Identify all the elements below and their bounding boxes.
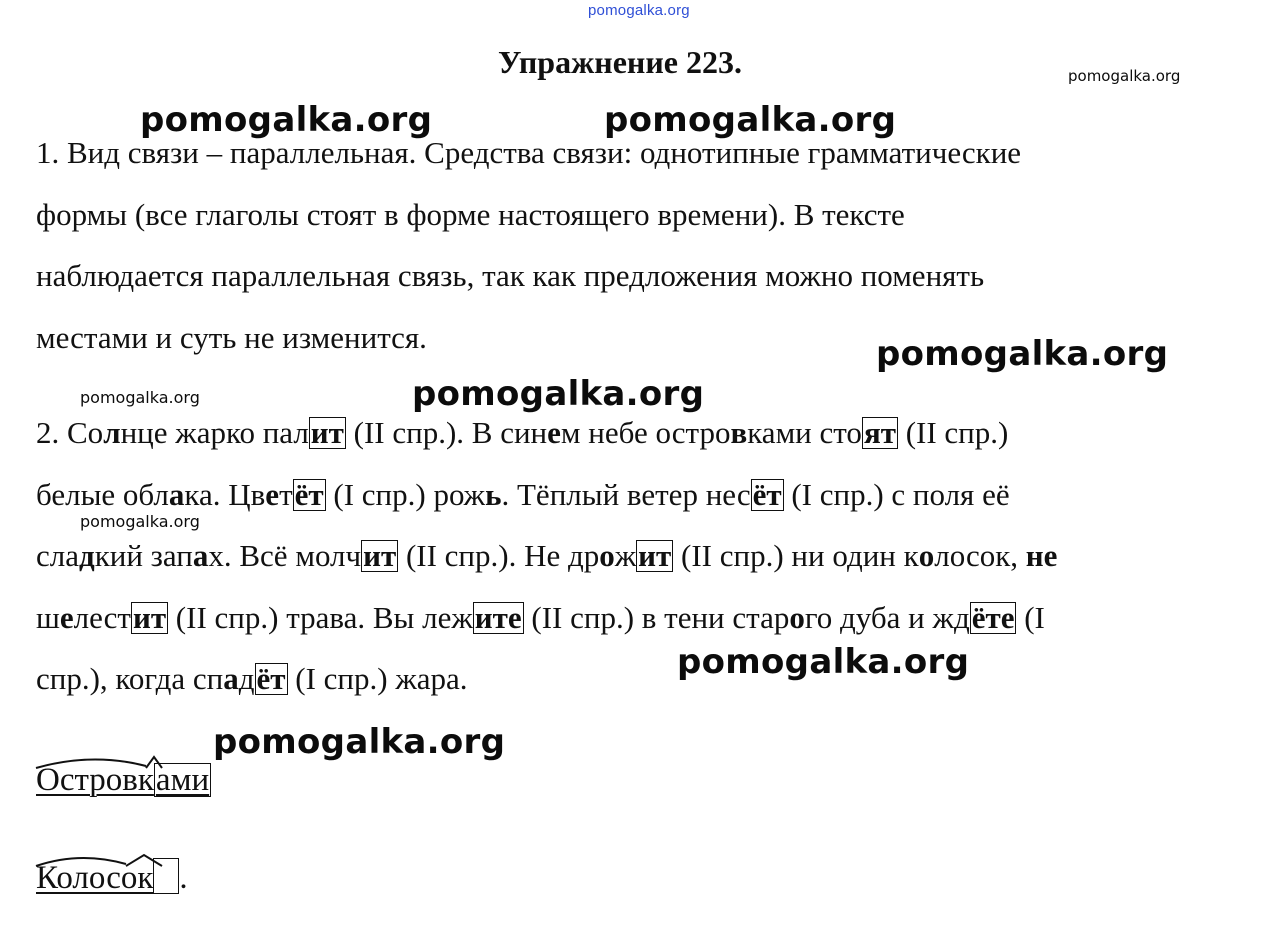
watermark: pomogalka.org: [412, 374, 705, 414]
text-run: (I спр.) жара.: [287, 661, 468, 696]
verb-ending-box: ёт: [752, 476, 782, 512]
verb-ending-box: ёт: [294, 476, 324, 512]
highlighted-letter: а: [168, 476, 185, 512]
verb-ending-box: ят: [863, 415, 896, 450]
text-run: (I: [1016, 599, 1045, 635]
paragraph-2-line: [36, 464, 1236, 526]
watermark: pomogalka.org: [80, 388, 200, 407]
paragraph-2-line: [36, 648, 1236, 710]
text-run: (II спр.) в тени стар: [523, 599, 790, 635]
watermark: pomogalka.org: [80, 512, 200, 531]
highlighted-letter: д: [79, 538, 95, 573]
verb-ending-box: ит: [310, 415, 344, 450]
highlighted-letter: ь: [485, 476, 502, 512]
paragraph-1-line: 1. Вид связи – параллельная. Средства связи: однотипные грамматические: [36, 135, 1022, 170]
text-run: лосок,: [934, 538, 1026, 573]
verb-ending-box: ит: [638, 538, 672, 573]
watermark: pomogalka.org: [604, 100, 897, 140]
verb-ending-box: ёт: [256, 661, 286, 696]
paragraph-2-line: [36, 525, 1236, 587]
page-title: Упражнение 223.: [497, 44, 742, 80]
text-run: лест: [73, 599, 131, 635]
paragraph-1-line: формы (все глаголы стоят в форме настоящего времени). В тексте: [36, 196, 905, 232]
highlighted-letter: в: [730, 415, 748, 450]
text-run: (I спр.) с поля её: [783, 476, 1010, 512]
sentence-period: .: [179, 860, 188, 896]
text-run: (II спр.). Не др: [398, 538, 600, 573]
text-run: ка. Цв: [184, 476, 266, 512]
watermark: pomogalka.org: [677, 642, 970, 682]
highlighted-letter: е: [547, 415, 561, 450]
text-run: белые обл: [36, 476, 169, 512]
text-run: . Тёплый ветер нес: [501, 476, 751, 512]
text-run: сла: [36, 538, 79, 573]
paragraph-2-line: [36, 587, 1236, 649]
text-run: спр.), когда сп: [36, 661, 224, 696]
highlighted-letter: л: [103, 415, 121, 450]
verb-ending-box: ёте: [971, 599, 1015, 635]
text-run: т: [279, 476, 293, 512]
text-run: м небе остро: [560, 415, 731, 450]
paragraph-2: [36, 402, 1236, 710]
text-run: кий зап: [94, 538, 193, 573]
highlighted-letter: е: [59, 599, 74, 635]
text-run: (II спр.) трава. Вы леж: [168, 599, 473, 635]
verb-ending-box: ит: [363, 538, 397, 573]
paragraph-1-line: местами и суть не изменится.: [36, 319, 427, 355]
text-run: нце жарко пал: [120, 415, 309, 450]
highlighted-letter: о: [789, 599, 805, 635]
watermark: pomogalka.org: [140, 100, 433, 140]
text-run: (II спр.): [897, 415, 1009, 450]
text-run: (I спр.) рож: [325, 476, 486, 512]
highlighted-word: не: [1025, 538, 1058, 573]
highlighted-letter: о: [918, 538, 935, 573]
highlighted-letter: е: [265, 476, 280, 512]
word-ending-box: ами: [155, 762, 210, 798]
highlighted-letter: о: [599, 538, 615, 573]
text-run: (II спр.) ни один к: [673, 538, 919, 573]
text-run: ш: [36, 599, 60, 635]
text-run: 2. Со: [36, 415, 104, 450]
text-run: ж: [614, 538, 637, 573]
text-run: х. Всё молч: [208, 538, 362, 573]
text-run: ками сто: [747, 415, 862, 450]
source-link[interactable]: pomogalka.org: [588, 2, 690, 19]
verb-ending-box: ите: [474, 599, 522, 635]
text-run: (II спр.). В син: [345, 415, 548, 450]
text-run: д: [238, 661, 255, 696]
word-stem: Островк: [36, 762, 154, 798]
word-stem: Колосок: [36, 860, 154, 896]
verb-ending-box: ит: [132, 599, 167, 635]
morpheme-analysis-kolosok: [36, 858, 188, 897]
watermark: pomogalka.org: [1068, 67, 1181, 85]
paragraph-1: [36, 122, 1236, 368]
null-ending-box: [153, 858, 179, 894]
paragraph-1-line: наблюдается параллельная связь, так как предложения можно поменять: [36, 258, 985, 293]
morpheme-analysis-ostrovkami: [36, 762, 211, 799]
highlighted-letter: а: [192, 538, 209, 573]
highlighted-letter: а: [223, 661, 239, 696]
text-run: го дуба и жд: [804, 599, 970, 635]
watermark: pomogalka.org: [213, 722, 506, 762]
watermark: pomogalka.org: [876, 334, 1169, 374]
